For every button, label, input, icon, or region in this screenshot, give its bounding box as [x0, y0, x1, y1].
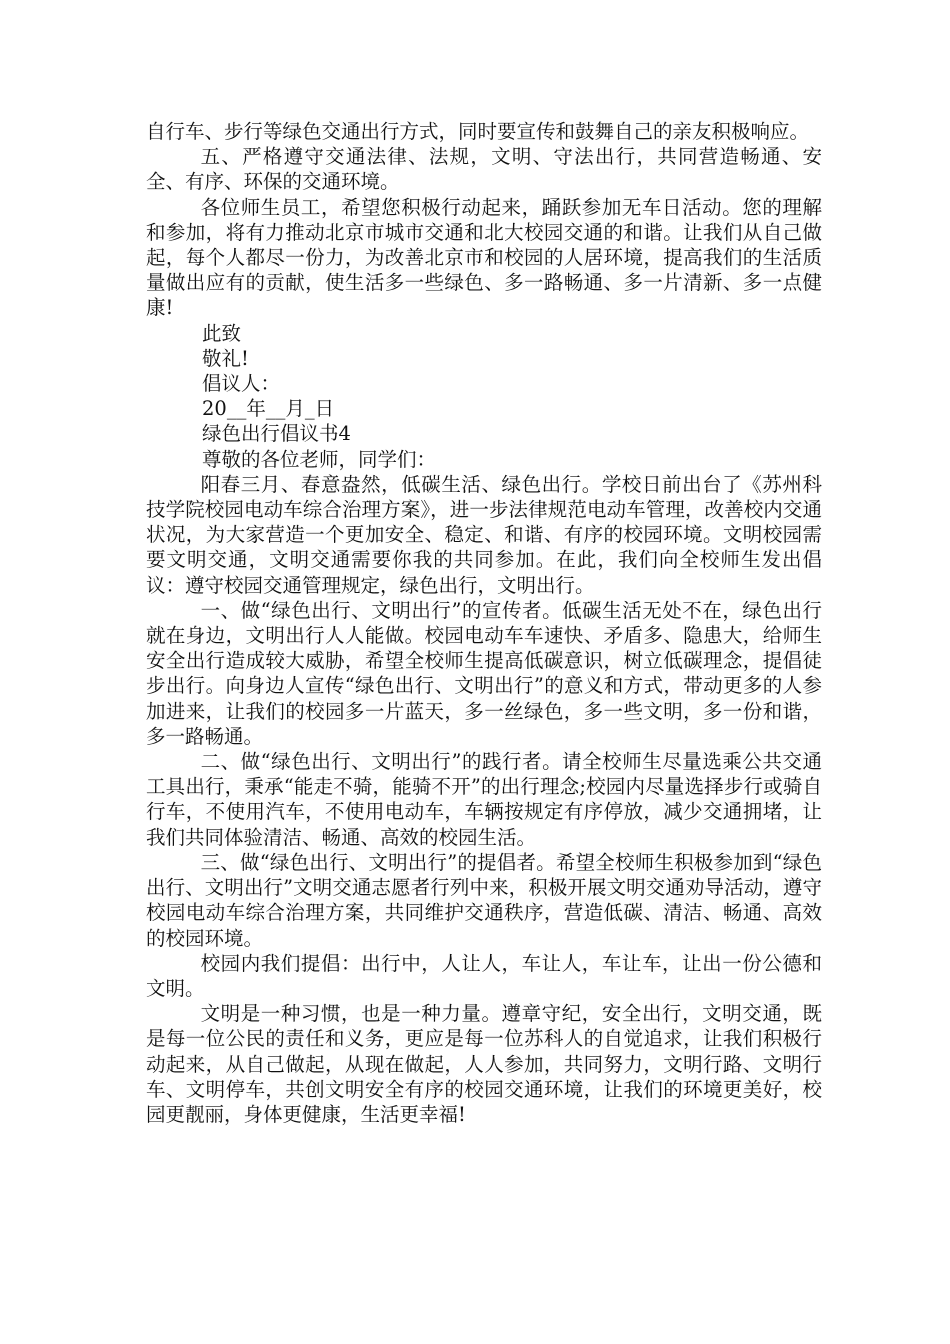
document-body	[146, 119, 822, 1127]
paragraph-conclusion: 文明是一种习惯，也是一种力量。遵章守纪，安全出行，文明交通，既是每一位公民的责任和义务，更应是每一位苏科人的自觉追求，让我们积极行动起来，从自己做起，从现在做起，人人参加，共同努力，文明行路、文明行车、文明停车，共创文明安全有序的校园交通环境，让我们的环境更美好，校园更靓丽，身体更健康，生活更幸福!	[146, 1002, 822, 1126]
paragraph-intro: 阳春三月、春意盎然，低碳生活、绿色出行。学校日前出台了《苏州科技学院校园电动车综合治理方案》，进一步法律规范电动车管理，改善校内交通状况，为大家营造一个更加安全、稳定、和谐、有序的校园环境。文明校园需要文明交通，文明交通需要你我的共同参加。在此，我们向全校师生发出倡议：遵守校园交通管理规定，绿色出行，文明出行。	[146, 472, 822, 597]
closing-salutation: 此致	[202, 321, 242, 345]
date-line: 20__年__月_日	[202, 397, 335, 421]
closing-respect: 敬礼!	[202, 346, 249, 370]
signer-label: 倡议人：	[202, 372, 281, 396]
paragraph-2: 五、严格遵守交通法律、法规，文明、守法出行，共同营造畅通、安全、有序、环保的交通环境。	[146, 145, 822, 194]
paragraph-point-1: 一、做“绿色出行、文明出行”的宣传者。低碳生活无处不在，绿色出行就在身边，文明出行人人能做。校园电动车车速快、矛盾多、隐患大，给师生安全出行造成较大威胁，希望全校师生提高低碳意识，树立低碳理念，提倡徒步出行。向身边人宣传“绿色出行、文明出行”的意义和方式，带动更多的人参加进来，让我们的校园多一片蓝天，多一丝绿色，多一些文明，多一份和谐，多一路畅通。	[146, 598, 822, 748]
paragraph-point-3: 三、做“绿色出行、文明出行”的提倡者。希望全校师生积极参加到“绿色出行、文明出行”文明交通志愿者行列中来，积极开展文明交通劝导活动，遵守校园电动车综合治理方案，共同维护交通秩序，营造低碳、清洁、畅通、高效的校园环境。	[146, 850, 822, 950]
greeting: 尊敬的各位老师，同学们：	[202, 447, 437, 471]
paragraph-1: 自行车、步行等绿色交通出行方式，同时要宣传和鼓舞自己的亲友积极响应。	[146, 120, 810, 143]
paragraph-point-2: 二、做“绿色出行、文明出行”的践行者。请全校师生尽量选乘公共交通工具出行，秉承“能走不骑，能骑不开”的出行理念;校园内尽量选择步行或骑自行车，不使用汽车，不使用电动车，车辆按规定有序停放，减少交通拥堵，让我们共同体验清洁、畅通、高效的校园生活。	[146, 750, 822, 849]
paragraph-3: 各位师生员工，希望您积极行动起来，踊跃参加无车日活动。您的理解和参加，将有力推动北京市城市交通和北大校园交通的和谐。让我们从自己做起，每个人都尽一份力，为改善北京市和校园的人居环境，提高我们的生活质量做出应有的贡献，使生活多一些绿色、多一路畅通、多一片清新、多一点健康!	[146, 195, 822, 320]
paragraph-advocacy: 校园内我们提倡：出行中，人让人，车让人，车让车，让出一份公德和文明。	[146, 951, 822, 1000]
section-title: 绿色出行倡议书4	[202, 422, 351, 446]
